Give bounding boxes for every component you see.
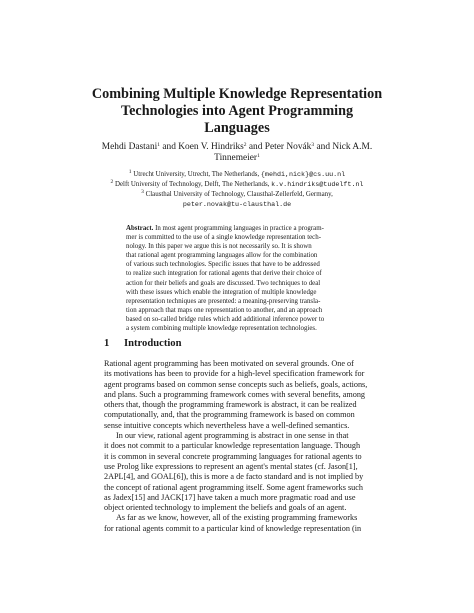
- affiliation-item: [60, 190, 414, 200]
- body-line: As far as we know, however, all of the existing programming frameworks: [116, 513, 358, 523]
- abstract-line: based on so-called bridge rules which add additional inference power to: [126, 315, 325, 323]
- author-name: Mehdi Dastani: [101, 142, 158, 152]
- affiliation-item: [60, 200, 414, 210]
- body-line: for rational agents commit to a particular kind of knowledge representation (in: [104, 523, 362, 533]
- body-line: computationally, and, that the programming framework is based on common: [104, 410, 355, 420]
- abstract-line: nology. In this paper we argue this is not necessarily so. It is shown: [126, 243, 312, 251]
- abstract-line: of various such technologies. Specific issues that have to be addressed: [126, 261, 320, 269]
- body-text: [104, 359, 370, 534]
- abstract-line: a system combining multiple knowledge representation technologies.: [126, 325, 317, 333]
- affiliation-text: Delft University of Technology, Delft, The Netherlands,: [115, 181, 272, 188]
- title-line: Languages: [204, 120, 270, 136]
- author-list: [80, 142, 394, 164]
- body-line: object oriented technology to implement the beliefs and goals of an agent.: [104, 503, 347, 513]
- affiliation-mark: 1: [257, 153, 260, 159]
- abstract-line: representation techniques are presented: a meaning-preserving transla-: [126, 297, 321, 305]
- body-line: Rational agent programming has been motivated on several grounds. One of: [104, 359, 354, 368]
- abstract-label: Abstract.: [126, 225, 154, 232]
- abstract-text: In most agent programming languages in practice a program-: [153, 225, 324, 232]
- section-title: Introduction: [124, 338, 182, 349]
- abstract-line: to realize such integration for rational agents that derive their choice of: [126, 270, 322, 278]
- section-heading: [104, 338, 182, 349]
- body-line: In our view, rational agent programming is abstract in one sense in that: [116, 431, 349, 441]
- author-line: [80, 153, 394, 164]
- author-name: and Nick A.M.: [314, 142, 373, 152]
- abstract-line: that rational agent programming languages allow for the combination: [126, 252, 318, 260]
- paper-title: [60, 86, 414, 137]
- body-line: agent programs based on common sense concepts such as beliefs, goals, actions,: [104, 379, 368, 389]
- abstract-line: action for their beliefs and goals are discussed. Two techniques to deal: [126, 279, 321, 287]
- title-line: Technologies into Agent Programming: [120, 103, 354, 119]
- author-separator: and: [160, 142, 179, 152]
- body-line: it does not commit to a particular knowledge representation language. Though: [104, 441, 361, 451]
- section-number: 1: [104, 338, 110, 349]
- affiliation-mark: 3: [311, 142, 315, 148]
- body-line: 2APL[4], and GOAL[6]), this is more a de facto standard and is not implied by: [104, 472, 364, 482]
- body-line: sense intuitive concepts which nevertheless have a well-defined semantics.: [104, 420, 350, 430]
- affiliation-email: peter.novak@tu-clausthal.de: [182, 201, 292, 209]
- abstract-line: [126, 224, 348, 233]
- body-line: the concept of rational agent programming itself. Some agent frameworks such: [104, 482, 363, 492]
- body-line: use Prolog like expressions to represent an agent's mental states (cf. Jason[1],: [104, 461, 358, 471]
- affiliation-mark: 1: [157, 142, 160, 148]
- author-separator: and: [246, 142, 265, 152]
- abstract-line: mer is committed to the use of a single knowledge representation tech-: [126, 234, 321, 242]
- affiliation-number: 2: [110, 179, 114, 185]
- affiliation-text: Utrecht University, Utrecht, The Netherlands,: [133, 171, 261, 178]
- author-name: Tinnemeier: [214, 153, 258, 163]
- author-line: [80, 142, 394, 153]
- affiliation-mark: 2: [243, 142, 247, 148]
- affiliation-email: k.v.hindriks@tudelft.nl: [271, 181, 364, 189]
- author-name: Koen V. Hindriks: [178, 142, 244, 152]
- body-line: others that, though the programming framework is abstract, it can be realized: [104, 400, 357, 410]
- author-name: Peter Novák: [264, 142, 312, 152]
- body-line: as Jadex[15] and JACK[17] have taken a much more pragmatic road and use: [104, 492, 356, 502]
- affiliation-number: 3: [141, 189, 144, 195]
- abstract-line: tion approach that maps one representation to another, and an approach: [126, 306, 323, 314]
- affiliation-email: {mehdi,nick}@cs.uu.nl: [260, 171, 346, 179]
- affiliation-number: 1: [128, 169, 132, 175]
- abstract: [126, 224, 348, 333]
- affiliations: [60, 170, 414, 210]
- body-line: its motivations has been to provide for a high-level specification framework for: [104, 369, 365, 379]
- affiliation-text: Clausthal University of Technology, Clausthal-Zellerfeld, Germany,: [145, 191, 333, 198]
- title-line: Combining Multiple Knowledge Representation: [91, 86, 383, 102]
- body-line: and plans. Such a programming framework comes with several benefits, among: [104, 389, 366, 399]
- affiliation-item: [60, 180, 414, 190]
- abstract-line: with these issues which enable the integration of multiple knowledge: [126, 288, 317, 296]
- body-line: it is common in several concrete programming languages for rational agents to: [104, 451, 362, 461]
